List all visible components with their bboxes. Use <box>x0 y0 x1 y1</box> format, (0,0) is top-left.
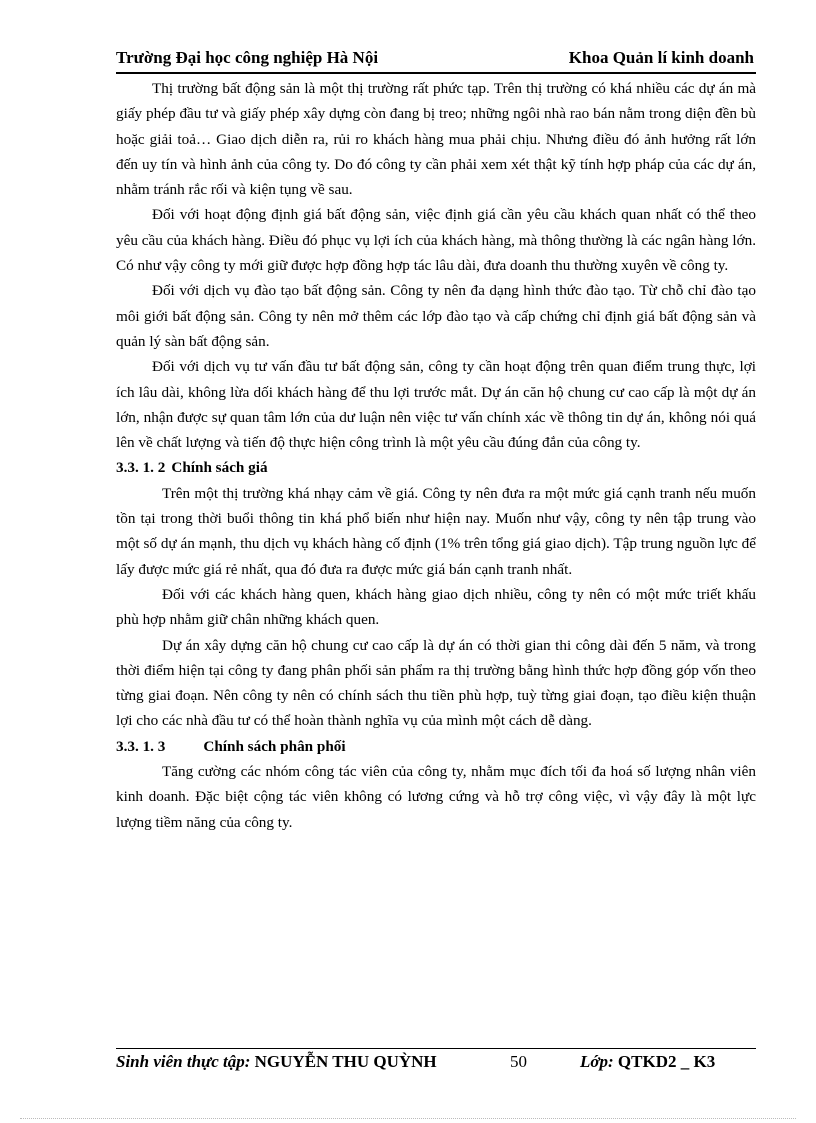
header-faculty: Khoa Quản lí kinh doanh <box>568 48 754 67</box>
footer-divider <box>116 1048 756 1049</box>
section-title: Chính sách phân phối <box>203 737 346 755</box>
paragraph-pricing: Trên một thị trường khá nhạy cảm về giá. Công ty nên đưa ra một mức giá cạnh tranh nếu muốn tồn tại trong thời buổi thông tin khá phổ biến như hiện nay. Muốn như vậy, công ty nên tập trung vào một số dự án mạnh, thu dịch vụ khách hàng cố định (1% trên tổng giá giao dịch). Tập trung nguồn lực để lấy được mức giá rẻ nhất, qua đó đưa ra được mức giá bán cạnh tranh nhất. <box>116 484 756 578</box>
page-number: 50 <box>510 1052 527 1071</box>
paragraph-valuation: Đối với hoạt động định giá bất động sản, việc định giá cần yêu cầu khách quan nhất có thể theo yêu cầu của khách hàng. Điều đó phục vụ lợi ích của khách hàng, mà thông thường là các ngân hàng lớn. Có như vậy công ty mới giữ được hợp đồng hợp tác lâu dài, đưa doanh thu thường xuyên về công ty. <box>116 206 756 275</box>
header-divider <box>116 72 756 74</box>
class-label: Lớp: <box>580 1052 614 1071</box>
paragraph-legal-check: Thị trường bất động sản là một thị trường rất phức tạp. Trên thị trường có khá nhiều các dự án mà giấy phép đầu tư và giấy phép xây dựng còn đang bị treo; những ngôi nhà rao bán nằm trong diện đền bù hoặc giải toả… Giao dịch diễn ra, rủi ro khách hàng mua phải chịu. Nhưng điều đó ảnh hưởng rất lớn đến uy tín và hình ảnh của công ty. Do đó công ty cần phải xem xét thật kỹ tính hợp pháp của các dự án, nhằm tránh rắc rối và kiện tụng về sau. <box>116 80 756 199</box>
footer-class <box>580 1052 715 1072</box>
header-university: Trường Đại học công nghiệp Hà Nội <box>116 48 379 67</box>
section-number: 3.3. 1. 3 <box>116 737 166 755</box>
paragraph-collaborators: Tăng cường các nhóm công tác viên của công ty, nhằm mục đích tối đa hoá số lượng nhân viên kinh doanh. Đặc biệt cộng tác viên không có lương cứng và hỗ trợ công việc, vì vậy đây là một lực lượng tiềm năng của công ty. <box>116 763 756 831</box>
section-heading-pricing <box>116 455 756 480</box>
paragraph-consulting: Đối với dịch vụ tư vấn đầu tư bất động sản, công ty cần hoạt động trên quan điểm trung thực, lợi ích lâu dài, không lừa dối khách hàng để thu lợi trước mắt. Dự án căn hộ chung cư cao cấp là một dự án lớn, nhận được sự quan tâm lớn của dư luận nên việc tư vấn chính xác về thông tin dự án, không nói quá lên về chất lượng và tiến độ thực hiện công trình là một yêu cầu đúng đắn của công ty. <box>116 358 756 452</box>
document-body <box>116 76 756 835</box>
section-heading-distribution <box>116 734 756 759</box>
page-bottom-border <box>20 1118 796 1119</box>
class-value: QTKD2 _ K3 <box>617 1052 716 1071</box>
page-header <box>116 48 756 74</box>
student-name: NGUYỄN THU QUỲNH <box>254 1052 437 1071</box>
footer-student <box>116 1052 437 1072</box>
paragraph-training: Đối với dịch vụ đào tạo bất động sản. Công ty nên đa dạng hình thức đào tạo. Từ chỗ chỉ đào tạo môi giới bất động sản. Công ty nên mở thêm các lớp đào tạo và cấp chứng chỉ định giá bất động sản và quản lý sàn bất động sản. <box>116 282 756 350</box>
student-label: Sinh viên thực tập: <box>116 1052 251 1071</box>
page-footer <box>116 1052 756 1076</box>
section-number: 3.3. 1. 2 <box>116 459 166 477</box>
paragraph-discount: Đối với các khách hàng quen, khách hàng giao dịch nhiều, công ty nên có một mức triết khấu phù hợp nhằm giữ chân những khách quen. <box>116 585 756 629</box>
section-title: Chính sách giá <box>171 459 268 477</box>
paragraph-payment: Dự án xây dựng căn hộ chung cư cao cấp là dự án có thời gian thi công dài đến 5 năm, và trong thời điểm hiện tại công ty đang phân phối sản phẩm ra thị trường bằng hình thức hợp đồng góp vốn theo từng giai đoạn. Nên công ty nên có chính sách thu tiền phù hợp, tuỳ từng giai đoạn, tạo điều kiện thuận lợi cho các nhà đầu tư có thể hoàn thành nghĩa vụ của mình một cách dễ dàng. <box>116 636 756 730</box>
